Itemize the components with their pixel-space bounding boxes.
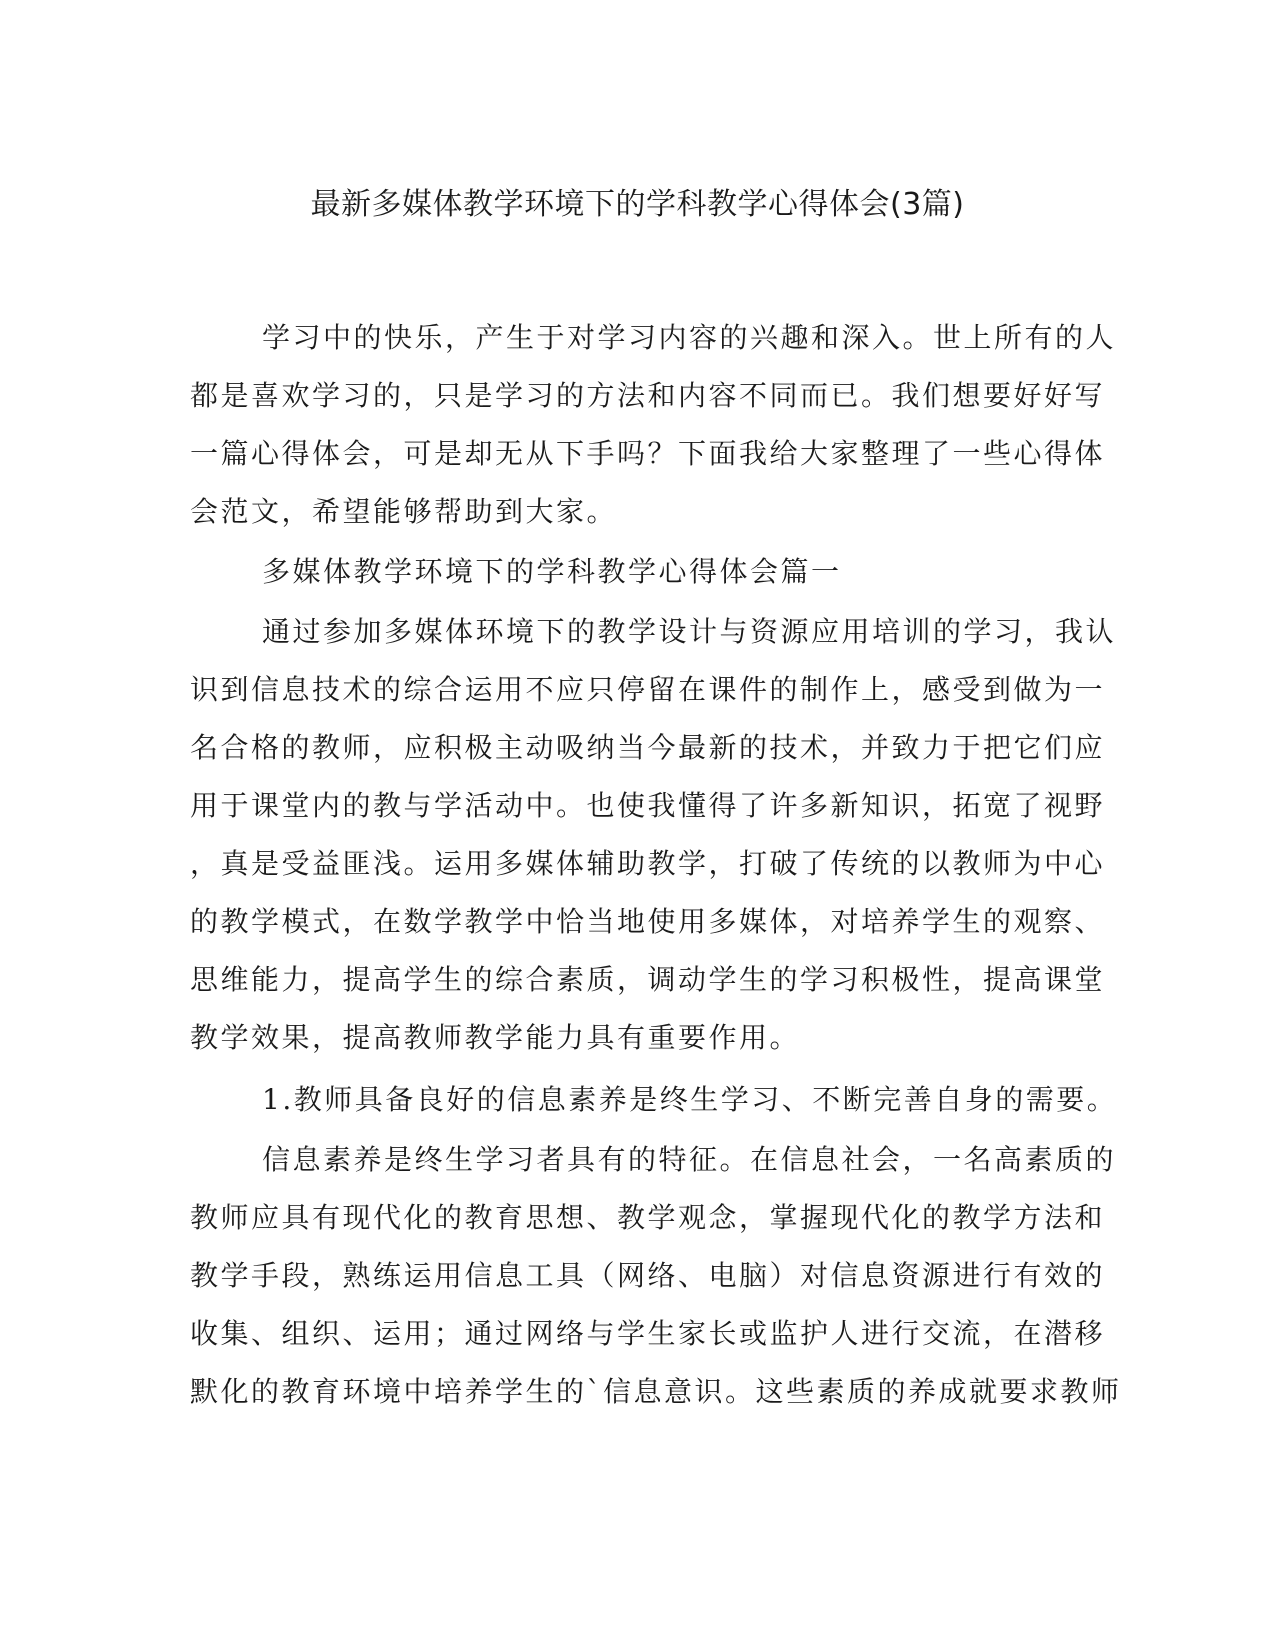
paragraph-line: 思维能力，提高学生的综合素质，调动学生的学习积极性，提高课堂: [190, 963, 1106, 996]
paragraph-line: 学习中的快乐，产生于对学习内容的兴趣和深入。世上所有的人: [262, 321, 1117, 354]
section-heading: 多媒体教学环境下的学科教学心得体会篇一: [262, 555, 842, 588]
paragraph-line: 会范文，希望能够帮助到大家。: [190, 495, 618, 528]
paragraph-line: 通过参加多媒体环境下的教学设计与资源应用培训的学习，我认: [262, 615, 1117, 648]
paragraph-line: 一篇心得体会，可是却无从下手吗？下面我给大家整理了一些心得体: [190, 437, 1106, 470]
paragraph-line: 名合格的教师，应积极主动吸纳当今最新的技术，并致力于把它们应: [190, 731, 1106, 764]
paragraph-line: 的教学模式，在数学教学中恰当地使用多媒体，对培养学生的观察、: [190, 905, 1106, 938]
paragraph-line: 教学手段，熟练运用信息工具（网络、电脑）对信息资源进行有效的: [190, 1259, 1106, 1292]
paragraph-line: 识到信息技术的综合运用不应只停留在课件的制作上，感受到做为一: [190, 673, 1106, 706]
paragraph-line: 信息素养是终生学习者具有的特征。在信息社会，一名高素质的: [262, 1143, 1117, 1176]
paragraph-line: ，真是受益匪浅。运用多媒体辅助教学，打破了传统的以教师为中心: [190, 847, 1106, 880]
document-title: 最新多媒体教学环境下的学科教学心得体会(3篇): [310, 187, 965, 222]
paragraph-line: 收集、组织、运用；通过网络与学生家长或监护人进行交流，在潜移: [190, 1317, 1106, 1350]
paragraph-line: 用于课堂内的教与学活动中。也使我懂得了许多新知识，拓宽了视野: [190, 789, 1106, 822]
paragraph-line: 教学效果，提高教师教学能力具有重要作用。: [190, 1021, 801, 1054]
paragraph-line: 都是喜欢学习的，只是学习的方法和内容不同而已。我们想要好好写: [190, 379, 1106, 412]
paragraph-line: 默化的教育环境中培养学生的`信息意识。这些素质的养成就要求教师: [190, 1375, 1122, 1408]
paragraph-line: 教师应具有现代化的教育思想、教学观念，掌握现代化的教学方法和: [190, 1201, 1106, 1234]
numbered-point: 1.教师具备良好的信息素养是终生学习、不断完善自身的需要。: [262, 1083, 1118, 1116]
